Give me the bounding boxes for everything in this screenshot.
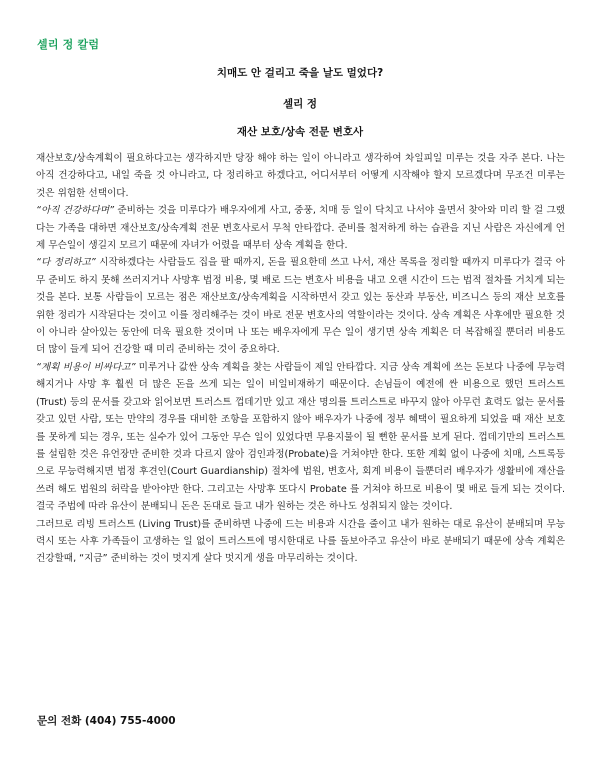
paragraph xyxy=(36,516,565,568)
contact-phone: 문의 전화 (404) 755-4000 xyxy=(37,715,176,727)
author-role: 재산 보호/상속 전문 변호사 xyxy=(236,126,364,138)
paragraph xyxy=(36,150,565,202)
paragraph-text: 재산보호/상속계획이 필요하다고는 생각하지만 당장 해야 하는 일이 아니라고 생각하여 차일피일 미루는 것을 자주 본다. 나는 아직 건강하다고, 내일 죽을 것 아니라고, 다 정리하고 하겠다고, 어디서부터 어떻게 시작해야 할지 모르겠다며 무조건 미루는 것은 위험한 선택이다. xyxy=(36,153,565,199)
paragraph-text: 시작하겠다는 사람들도 집을 팔 때까지, 돈을 필요한데 쓰고 나서, 재산 목록을 정리할 때까지 미루다가 결국 아무 준비도 하지 못해 쓰러지거나 사망후 법정 비용, 몇 배로 드는 변호사 비용을 내고 오랜 시간이 드는 법적 절차를 거치게 되는 것을 본다. 보통 사람들이 모르는 점은 재산보호/상속계획을 시작하면서 갖고 있는 동산과 부동산, 비즈니스 등의 재산 보호를 위한 정리가 시작된다는 것이고 이를 정리해주는 것이 바로 전문 변호사의 역할이라는 것이다. 상속 계획은 사후에만 필요한 것이 아니라 살아있는 동안에 더욱 필요한 것이며 나 또는 배우자에게 무슨 일이 생기면 상속 계획은 더 복잡해질 뿐더러 비용도 더 많이 들게 되어 건강할 때 미리 준비하는 것이 중요하다. xyxy=(36,257,566,356)
paragraph xyxy=(36,254,565,358)
paragraph-lead: “계획 비용이 비싸다고” xyxy=(36,361,136,373)
paragraph-text: 그러므로 리빙 트러스트 (Living Trust)를 준비하면 나중에 드는 비용과 시간을 줄이고 내가 원하는 대로 유산이 분배되며 무능력시 또는 사후 가족들이 고생하는 일 없이 트러스트에 명시한대로 나를 돌보아주고 유산이 바로 분배되기 때문에 상속 계획은 건강할때, “지금” 준비하는 것이 멋지게 살다 멋지게 생을 마무리하는 것이다. xyxy=(36,518,565,565)
paragraph-lead: “아직 건강하다며” xyxy=(36,205,115,217)
paragraph xyxy=(36,202,565,254)
article-body xyxy=(36,150,565,568)
author-name: 셀리 정 xyxy=(282,98,318,110)
paragraph xyxy=(36,359,565,516)
paragraph-text: 준비하는 것을 미루다가 배우자에게 사고, 중풍, 치매 등 일이 닥치고 나서야 울면서 찾아와 미리 할 걸 그랬다는 가족을 대하면 재산보호/상속계획 전문 변호사로서 무척 안타깝다. 준비를 철저하게 하는 습관을 지닌 사람은 자신에게 언제 무슨일이 생길지 모르기 때문에 자녀가 어렸을 때부터 상속 계획을 한다. xyxy=(36,205,565,252)
paragraph-text: 미루거나 값싼 상속 계획을 찾는 사람들이 제일 안타깝다. 지금 상속 계획에 쓰는 돈보다 나중에 무능력해지거나 사망 후 훨씬 더 많은 돈을 쓰게 되는 일이 비일비재하기 때문이다. 손님들이 예전에 싼 비용으로 했던 트러스트(Trust) 등의 문서를 갖고와 읽어보면 트러스트 껍데기만 있고 재산 명의를 트러스트로 바꾸지 않아 아무런 효력도 없는 문서를 갖고 있던 사람, 또는 만약의 경우를 대비한 조항을 포함하지 않아 배우자가 나중에 정부 혜택이 필요하게 되었을 때 재산 보호를 못하게 되는 경우, 또는 실수가 있어 그동안 무슨 일이 있었다면 무용지물이 될 뻔한 문서를 보게 된다. 껍데기만의 트러스트를 설립한 것은 유언장만 준비한 것과 다르지 않아 검인과정(Probate)을 거쳐야만 한다. 또한 계획 없이 나중에 치매, 스트록등으로 무능력해지면 법정 후견인(Court Guardianship) 절차에 법원, 변호사, 회계 비용이 들뿐더러 배우자가 생활비에 재산을 쓰려 해도 법원의 허락을 받아야만 한다. 그리고는 사망후 또다시 Probate 를 거쳐야 하므로 비용이 몇 배로 들게 되는 것이다. 결국 주법에 따라 유산이 분배되니 돈은 돈대로 들고 내가 원하는 것은 하나도 성취되지 않는 것이다. xyxy=(36,361,565,513)
column-label: 셀리 정 칼럼 xyxy=(37,38,100,51)
paragraph-lead: “다 정리하고” xyxy=(36,257,96,269)
article-title: 치매도 안 걸리고 죽을 날도 멀었다? xyxy=(216,67,384,79)
